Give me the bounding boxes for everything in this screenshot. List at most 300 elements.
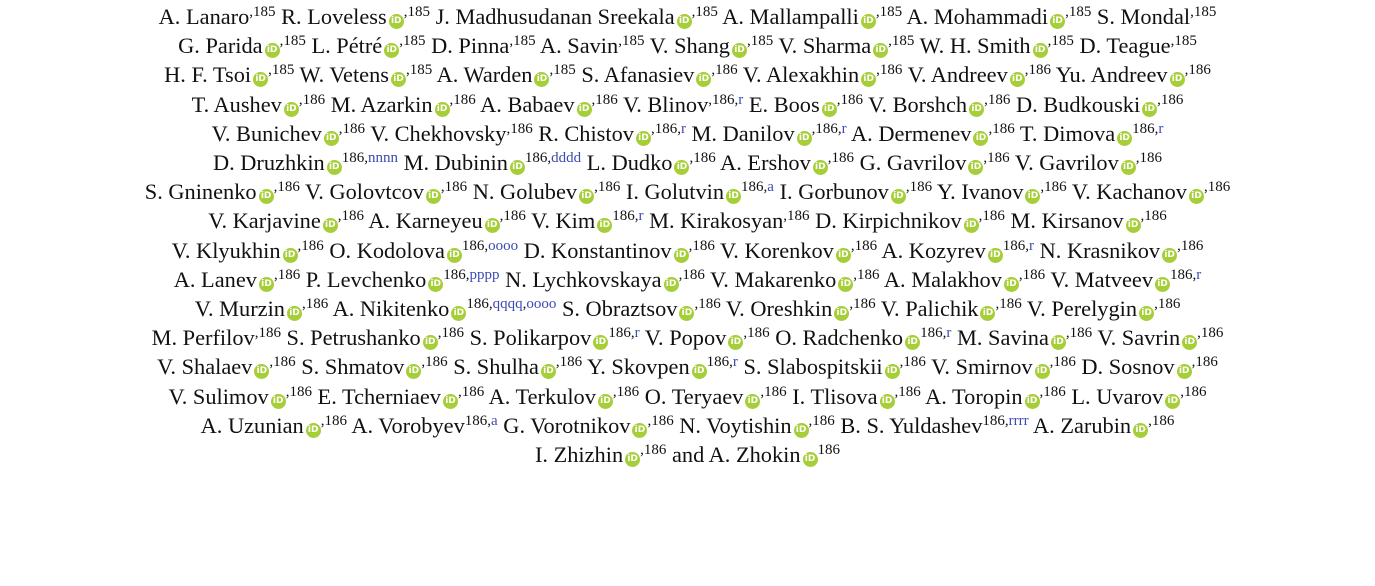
- orcid-icon[interactable]: iD: [323, 218, 338, 233]
- author-entry: [436, 4, 718, 29]
- author-superscript: [983, 150, 1009, 166]
- author-line: [4, 352, 1371, 381]
- affiliation-number: 186: [616, 383, 640, 400]
- author-superscript: [837, 92, 863, 108]
- separator-comma: ,: [1065, 4, 1069, 20]
- author-superscript: [255, 325, 281, 341]
- author-line: [4, 2, 1371, 31]
- separator-comma: ,: [811, 120, 816, 137]
- orcid-icon[interactable]: iD: [597, 218, 612, 233]
- author-entry: [749, 92, 863, 117]
- author-entry: [709, 442, 840, 467]
- affiliation-number: 185: [553, 62, 576, 79]
- author-entry: [937, 179, 1067, 204]
- orcid-icon[interactable]: iD: [664, 277, 679, 292]
- separator-comma: ,: [995, 296, 1000, 313]
- author-entry: [1011, 208, 1167, 233]
- orcid-icon[interactable]: iD: [834, 306, 849, 321]
- author-name: L. Dudko: [586, 150, 673, 176]
- orcid-icon[interactable]: iD: [1117, 131, 1132, 146]
- author-superscript: 186,r: [612, 208, 644, 225]
- author-name: G. Gavrilov: [859, 150, 967, 176]
- author-name: D. Sosnov: [1081, 354, 1175, 380]
- affiliation-number: 186: [982, 208, 1005, 225]
- affiliation-number: 186: [706, 354, 730, 371]
- author-entry: [531, 208, 643, 233]
- orcid-icon[interactable]: iD: [1177, 364, 1192, 379]
- footnote-link[interactable]: r: [738, 91, 744, 108]
- separator-comma: ,: [437, 325, 442, 342]
- footnote-link[interactable]: r: [1196, 266, 1202, 283]
- author-name: W. Vetens: [299, 62, 389, 88]
- author-name: A. Toropin: [925, 383, 1023, 409]
- footnote-link[interactable]: r: [680, 120, 686, 137]
- author-name: D. Druzhkin: [212, 150, 325, 176]
- orcid-icon[interactable]: iD: [593, 335, 608, 350]
- author-entry: [906, 4, 1091, 29]
- separator-comma: ,: [618, 33, 622, 50]
- author-entry: [957, 325, 1092, 350]
- footnote-link[interactable]: qqqq: [492, 296, 523, 313]
- orcid-icon[interactable]: iD: [324, 131, 339, 146]
- author-entry: [1027, 296, 1180, 321]
- orcid-icon[interactable]: iD: [838, 277, 853, 292]
- affiliation-number: 186: [987, 91, 1011, 108]
- author-entry: [164, 62, 294, 87]
- footnote-link[interactable]: r: [841, 120, 847, 137]
- author-superscript: [984, 92, 1010, 108]
- affiliation-number: 186: [987, 150, 1010, 167]
- orcid-icon[interactable]: iD: [1126, 218, 1141, 233]
- orcid-icon[interactable]: iD: [1121, 160, 1136, 175]
- author-superscript: [647, 413, 673, 429]
- orcid-icon[interactable]: iD: [964, 218, 979, 233]
- affiliation-number: 186: [992, 120, 1015, 137]
- orcid-icon[interactable]: iD: [873, 43, 888, 58]
- orcid-icon[interactable]: iD: [423, 335, 438, 350]
- footnote-link[interactable]: dddd: [551, 150, 582, 167]
- separator-comma: ,: [1191, 354, 1196, 371]
- affiliation-number: 185: [409, 62, 433, 79]
- author-superscript: [1192, 354, 1218, 370]
- author-entry: [437, 62, 576, 87]
- orcid-icon[interactable]: iD: [265, 43, 280, 58]
- affiliation-number: 186: [643, 442, 667, 459]
- orcid-icon[interactable]: iD: [1050, 14, 1065, 29]
- separator-comma: ,: [650, 120, 655, 137]
- affiliation-number: 186: [1069, 325, 1093, 342]
- orcid-icon[interactable]: iD: [632, 423, 647, 438]
- author-entry: [884, 267, 1045, 292]
- author-name: V. Andreev: [907, 62, 1008, 88]
- orcid-icon[interactable]: iD: [541, 364, 556, 379]
- orcid-icon[interactable]: iD: [391, 72, 406, 87]
- orcid-icon[interactable]: iD: [1182, 335, 1197, 350]
- orcid-icon[interactable]: iD: [861, 14, 876, 29]
- author-name: A. Uzunian: [200, 412, 304, 438]
- orcid-icon[interactable]: iD: [259, 277, 274, 292]
- author-superscript: 186,r: [1002, 237, 1035, 254]
- affiliation-number: 186: [1044, 179, 1067, 196]
- orcid-icon[interactable]: iD: [389, 14, 404, 29]
- orcid-icon[interactable]: iD: [428, 277, 443, 292]
- orcid-icon[interactable]: iD: [451, 306, 466, 321]
- author-name: V. Sulimov: [168, 383, 269, 409]
- author-superscript: [694, 296, 720, 312]
- affiliation-number: 186: [1180, 237, 1204, 254]
- orcid-icon[interactable]: iD: [579, 189, 594, 204]
- footnote-link[interactable]: rrrr: [1008, 412, 1029, 429]
- separator-comma: ,: [875, 4, 880, 20]
- author-entry: [1072, 179, 1230, 204]
- orcid-icon[interactable]: iD: [674, 248, 689, 263]
- separator-comma: ,: [509, 33, 514, 50]
- orcid-icon[interactable]: iD: [1155, 277, 1170, 292]
- footnote-link[interactable]: oooo: [526, 296, 557, 313]
- author-entry: [1015, 150, 1162, 175]
- author-superscript: [1180, 384, 1206, 400]
- separator-comma: ,: [301, 296, 306, 313]
- author-name: D. Pinna: [431, 33, 510, 59]
- separator-comma: ,: [640, 442, 644, 459]
- author-superscript: [339, 121, 365, 137]
- footnote-link[interactable]: r: [1158, 120, 1164, 137]
- separator-comma: ,: [827, 150, 832, 167]
- author-superscript: [321, 413, 347, 429]
- author-name: I. Tlisova: [792, 383, 878, 409]
- author-entry: [920, 33, 1074, 58]
- orcid-icon[interactable]: iD: [426, 189, 441, 204]
- conjunction-text: and: [671, 442, 705, 468]
- author-superscript: [1177, 238, 1203, 254]
- author-name: N. Krasnikov: [1039, 237, 1161, 263]
- orcid-icon[interactable]: iD: [980, 306, 995, 321]
- affiliation-number: 186: [715, 62, 738, 79]
- affiliation-number: 186: [289, 383, 312, 400]
- separator-comma: ,: [1135, 150, 1140, 167]
- author-name: A. Mohammadi: [906, 4, 1049, 29]
- separator-comma: ,: [399, 33, 403, 50]
- separator-comma: ,: [894, 383, 899, 400]
- separator-comma: ,: [1180, 383, 1185, 400]
- orcid-icon[interactable]: iD: [577, 102, 592, 117]
- author-superscript: [809, 413, 835, 429]
- affiliation-number: 186: [920, 325, 943, 342]
- affiliation-number: 186: [698, 296, 721, 313]
- author-entry: [1056, 62, 1211, 87]
- author-line: [4, 177, 1371, 206]
- author-line: [4, 206, 1371, 235]
- author-line: [4, 148, 1371, 177]
- affiliation-number: 186: [510, 120, 533, 137]
- footnote-link[interactable]: nnnn: [367, 150, 398, 167]
- author-name: V. Bunichev: [211, 120, 322, 146]
- author-superscript: [618, 33, 644, 49]
- orcid-icon[interactable]: iD: [679, 306, 694, 321]
- author-entry: [775, 325, 951, 350]
- author-superscript: [895, 384, 921, 400]
- footnote-link[interactable]: oooo: [488, 237, 519, 254]
- author-superscript: [1065, 4, 1091, 20]
- author-entry: [287, 325, 464, 350]
- author-name: V. Korenkov: [720, 237, 834, 263]
- separator-comma: ,: [285, 383, 290, 400]
- orcid-icon[interactable]: iD: [1025, 394, 1040, 409]
- author-name: N. Golubev: [472, 179, 578, 205]
- author-name: V. Makarenko: [710, 266, 837, 292]
- orcid-icon[interactable]: iD: [836, 248, 851, 263]
- affiliation-number: 186: [466, 296, 489, 313]
- author-superscript: [900, 354, 926, 370]
- orcid-icon[interactable]: iD: [905, 335, 920, 350]
- orcid-icon[interactable]: iD: [327, 160, 342, 175]
- author-superscript: [1040, 384, 1066, 400]
- affiliation-number: 186: [1151, 412, 1175, 429]
- author-name: J. Madhusudanan Sreekala: [435, 4, 675, 29]
- orcid-icon[interactable]: iD: [885, 364, 900, 379]
- author-superscript: 186,r: [920, 325, 952, 342]
- orcid-icon[interactable]: iD: [797, 131, 812, 146]
- affiliation-number: 185: [271, 62, 295, 79]
- author-superscript: [906, 179, 932, 195]
- separator-comma: ,: [337, 208, 342, 225]
- orcid-icon[interactable]: iD: [254, 364, 269, 379]
- author-name: A. Savin: [539, 33, 619, 59]
- author-entry: [524, 238, 715, 263]
- author-superscript: [828, 150, 854, 166]
- orcid-icon[interactable]: iD: [447, 248, 462, 263]
- author-superscript: [692, 4, 718, 20]
- orcid-icon[interactable]: iD: [435, 102, 450, 117]
- author-entry: [152, 325, 281, 350]
- footnote-link[interactable]: r: [1029, 237, 1035, 254]
- orcid-icon[interactable]: iD: [534, 72, 549, 87]
- orcid-icon[interactable]: iD: [306, 423, 321, 438]
- author-name: V. Palichik: [880, 296, 979, 322]
- author-superscript: [500, 208, 526, 224]
- author-entry: [192, 92, 326, 117]
- orcid-icon[interactable]: iD: [674, 160, 689, 175]
- orcid-icon[interactable]: iD: [732, 43, 747, 58]
- affiliation-number: 186: [879, 62, 903, 79]
- orcid-icon[interactable]: iD: [1025, 189, 1040, 204]
- author-entry: [587, 150, 716, 175]
- orcid-icon[interactable]: iD: [692, 364, 707, 379]
- affiliation-number: 186: [1184, 383, 1207, 400]
- affiliation-number: 185: [695, 4, 718, 20]
- footnote-link[interactable]: r: [732, 354, 738, 371]
- affiliation-number: 186: [693, 150, 716, 167]
- footnote-link[interactable]: a: [767, 179, 774, 196]
- orcid-icon[interactable]: iD: [803, 452, 818, 467]
- orcid-icon[interactable]: iD: [1162, 248, 1177, 263]
- author-superscript: 186,a: [464, 412, 498, 429]
- affiliation-number: 186: [692, 237, 715, 254]
- separator-comma: ,: [403, 4, 408, 20]
- author-entry: [174, 267, 300, 292]
- orcid-icon[interactable]: iD: [1189, 189, 1204, 204]
- orcid-icon[interactable]: iD: [510, 160, 525, 175]
- author-entry: [743, 62, 903, 87]
- author-name: A. Nikitenko: [332, 296, 450, 322]
- author-line: [4, 294, 1371, 323]
- orcid-icon[interactable]: iD: [1139, 306, 1154, 321]
- author-entry: [538, 121, 686, 146]
- author-superscript: [269, 354, 295, 370]
- author-superscript: [747, 33, 773, 49]
- orcid-icon[interactable]: iD: [636, 131, 651, 146]
- author-superscript: [506, 121, 532, 137]
- author-name: R. Chistov: [538, 120, 634, 146]
- author-entry: [645, 384, 787, 409]
- author-superscript: [399, 33, 425, 49]
- author-entry: [1050, 267, 1201, 292]
- footnote-link[interactable]: r: [946, 325, 952, 342]
- orcid-icon[interactable]: iD: [891, 189, 906, 204]
- footnote-link[interactable]: r: [634, 325, 640, 342]
- author-name: D. Kirpichnikov: [815, 208, 962, 234]
- author-name: P. Levchenko: [305, 266, 427, 292]
- affiliation-number: 186: [1170, 266, 1193, 283]
- author-line: [4, 265, 1371, 294]
- author-name: G. Vorotnikov: [503, 412, 631, 438]
- affiliation-number: 186: [1144, 208, 1167, 225]
- orcid-icon[interactable]: iD: [794, 423, 809, 438]
- author-superscript: 186,a: [741, 179, 774, 196]
- orcid-icon[interactable]: iD: [988, 248, 1003, 263]
- author-line: [4, 411, 1371, 440]
- orcid-icon[interactable]: iD: [973, 131, 988, 146]
- author-superscript: [689, 238, 715, 254]
- orcid-icon[interactable]: iD: [745, 394, 760, 409]
- orcid-icon[interactable]: iD: [625, 452, 640, 467]
- author-superscript: [1141, 208, 1167, 224]
- author-superscript: [689, 150, 715, 166]
- author-name: S. Shulha: [453, 354, 539, 380]
- author-name: V. Matveev: [1050, 266, 1153, 292]
- affiliation-number: 186: [444, 179, 468, 196]
- affiliation-number: 186: [854, 237, 878, 254]
- author-superscript: 186,r: [608, 325, 640, 342]
- author-entry: [726, 296, 876, 321]
- author-superscript: [1148, 413, 1174, 429]
- orcid-icon[interactable]: iD: [728, 335, 743, 350]
- author-entry: [720, 238, 877, 263]
- footnote-link[interactable]: r: [638, 208, 644, 225]
- orcid-icon[interactable]: iD: [485, 218, 500, 233]
- orcid-icon[interactable]: iD: [384, 43, 399, 58]
- orcid-icon[interactable]: iD: [880, 394, 895, 409]
- orcid-icon[interactable]: iD: [443, 394, 458, 409]
- affiliation-number: 186: [612, 208, 635, 225]
- orcid-icon[interactable]: iD: [1142, 102, 1157, 117]
- orcid-icon[interactable]: iD: [696, 72, 711, 87]
- author-name: M. Azarkin: [330, 91, 433, 117]
- author-name: V. Smirnov: [931, 354, 1033, 380]
- affiliation-number: 186: [461, 383, 485, 400]
- author-name: V. Popov: [644, 325, 727, 351]
- separator-comma: ,: [457, 383, 462, 400]
- separator-comma: ,: [297, 237, 302, 254]
- separator-comma: ,: [1197, 325, 1201, 342]
- author-superscript: [1171, 33, 1197, 49]
- affiliation-number: 186: [503, 208, 526, 225]
- author-entry: [778, 33, 914, 58]
- orcid-icon[interactable]: iD: [1004, 277, 1019, 292]
- orcid-icon[interactable]: iD: [283, 248, 298, 263]
- author-entry: [840, 413, 1028, 438]
- orcid-icon[interactable]: iD: [1033, 43, 1048, 58]
- author-name: V. Savrin: [1097, 325, 1181, 351]
- orcid-icon[interactable]: iD: [253, 72, 268, 87]
- author-superscript: ,186,r: [811, 120, 847, 137]
- separator-comma: ,: [988, 120, 993, 137]
- footnote-link[interactable]: a: [491, 412, 498, 429]
- author-entry: [931, 354, 1076, 379]
- author-entry: [1079, 33, 1196, 58]
- author-line: [4, 119, 1371, 148]
- author-entry: [306, 267, 500, 292]
- orcid-icon[interactable]: iD: [969, 102, 984, 117]
- orcid-icon[interactable]: iD: [968, 160, 983, 175]
- orcid-icon[interactable]: iD: [1165, 394, 1180, 409]
- orcid-icon[interactable]: iD: [271, 394, 286, 409]
- author-superscript: [783, 208, 809, 224]
- author-name: D. Teague: [1079, 33, 1171, 59]
- affiliation-number: 186: [273, 354, 296, 371]
- orcid-icon[interactable]: iD: [284, 102, 299, 117]
- orcid-icon[interactable]: iD: [1051, 335, 1066, 350]
- separator-comma: ,: [760, 383, 765, 400]
- author-superscript: [438, 325, 464, 341]
- author-name: Y. Skovpen: [586, 354, 690, 380]
- orcid-icon[interactable]: iD: [598, 394, 613, 409]
- orcid-icon[interactable]: iD: [287, 306, 302, 321]
- author-superscript: [298, 238, 324, 254]
- orcid-icon[interactable]: iD: [726, 189, 741, 204]
- author-entry: [540, 33, 645, 58]
- affiliation-number: 186: [817, 442, 841, 459]
- footnote-link[interactable]: pppp: [469, 266, 500, 283]
- author-entry: [311, 33, 425, 58]
- orcid-icon[interactable]: iD: [1170, 72, 1185, 87]
- author-superscript: [249, 4, 275, 20]
- author-name: S. Gninenko: [144, 179, 257, 205]
- orcid-icon[interactable]: iD: [1010, 72, 1025, 87]
- author-name: E. Tcherniaev: [317, 383, 441, 409]
- affiliation-number: 186: [787, 208, 810, 225]
- author-entry: [692, 121, 847, 146]
- orcid-icon[interactable]: iD: [406, 364, 421, 379]
- orcid-icon[interactable]: iD: [813, 160, 828, 175]
- author-superscript: [760, 384, 786, 400]
- author-superscript: [406, 62, 432, 78]
- orcid-icon[interactable]: iD: [259, 189, 274, 204]
- author-entry: [157, 354, 295, 379]
- affiliation-number: 185: [1068, 4, 1092, 20]
- separator-comma: ,: [254, 325, 259, 342]
- separator-comma: ,: [711, 62, 716, 79]
- orcid-icon[interactable]: iD: [1133, 423, 1148, 438]
- orcid-icon[interactable]: iD: [861, 72, 876, 87]
- orcid-icon[interactable]: iD: [1035, 364, 1050, 379]
- author-entry: [172, 238, 324, 263]
- author-name: V. Kim: [531, 208, 596, 234]
- orcid-icon[interactable]: iD: [822, 102, 837, 117]
- orcid-icon[interactable]: iD: [677, 14, 692, 29]
- author-superscript: [1204, 179, 1230, 195]
- separator-comma: ,: [1148, 412, 1152, 429]
